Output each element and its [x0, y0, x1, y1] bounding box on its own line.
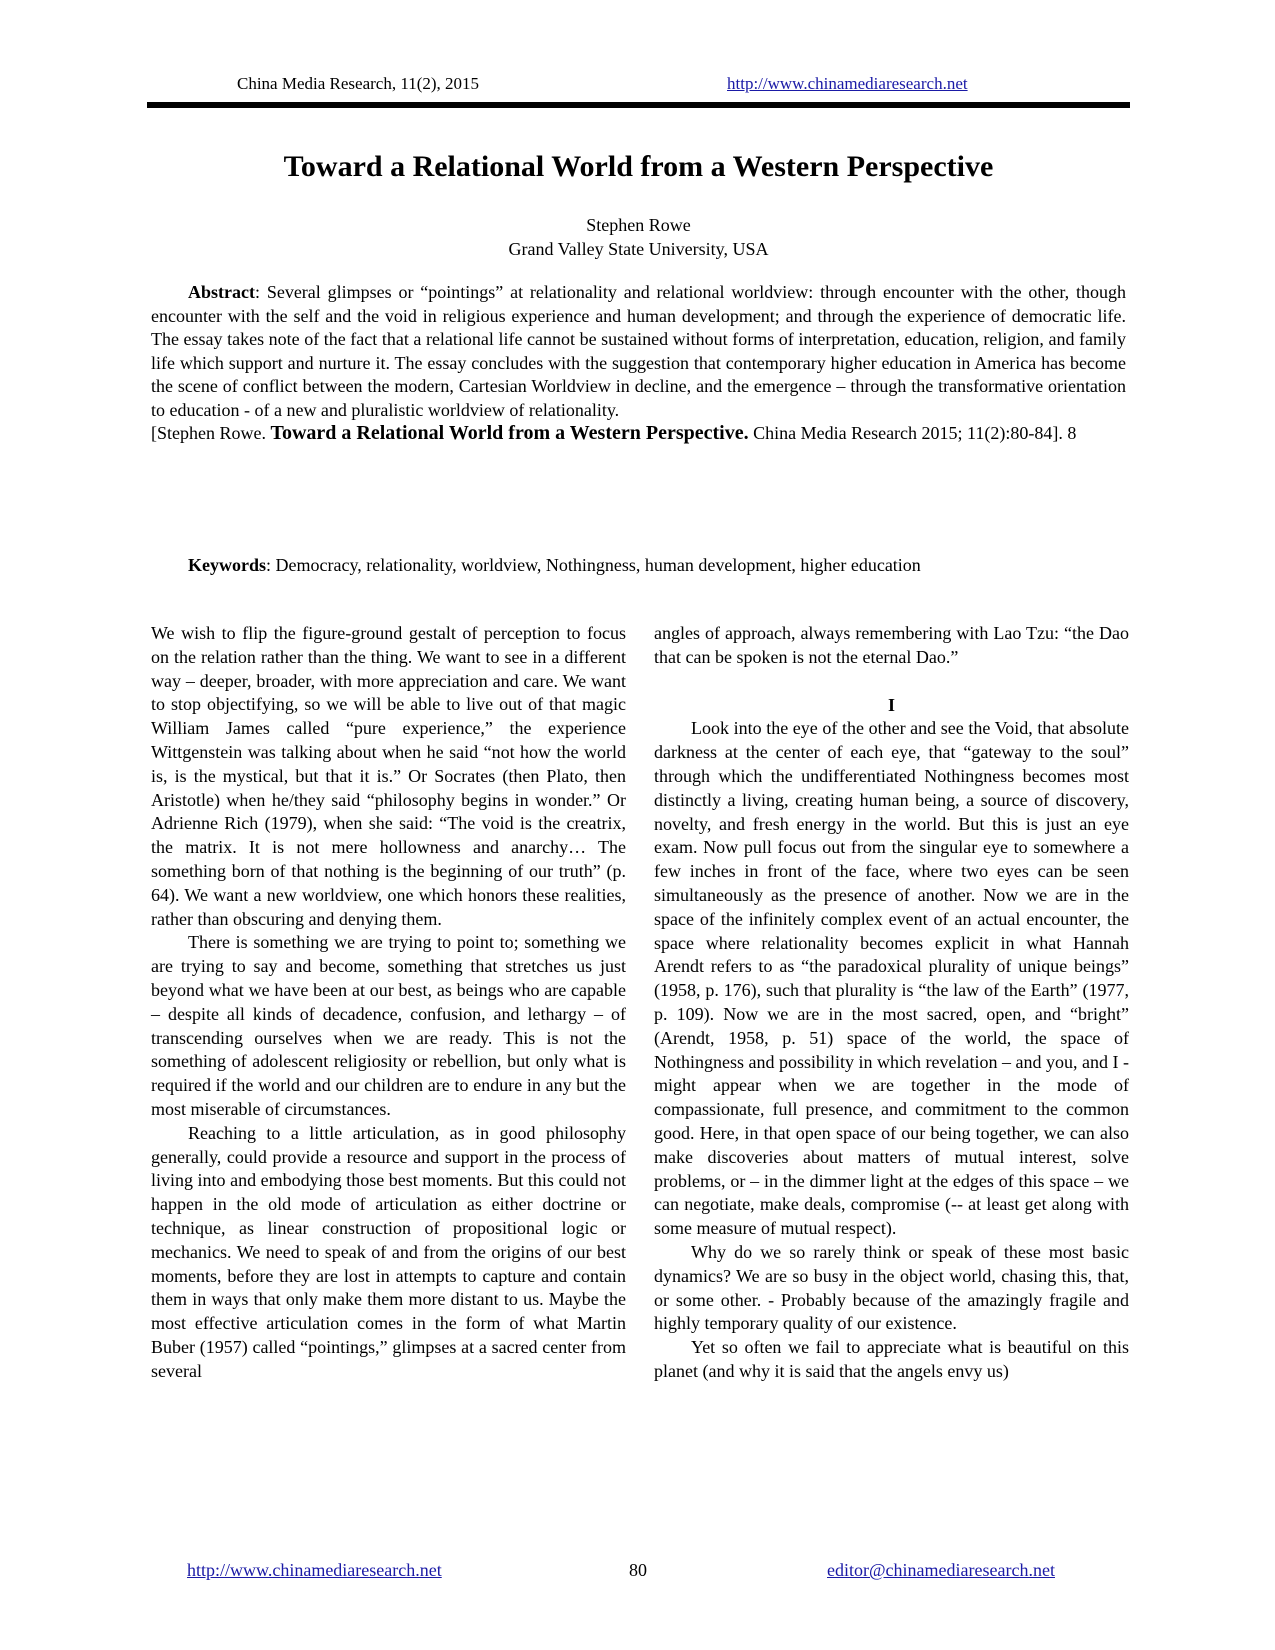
body-paragraph: Yet so often we fail to appreciate what is beautiful on this planet (and why it is said that the angels envy us): [654, 1337, 1129, 1381]
body-paragraph: We wish to flip the figure-ground gestalt of perception to focus on the relation rather than the thing. We want to see in a different way – deeper, broader, with more appreciation and care. We want to stop objectifying, so we will be able to live out of that magic William James called “pure experience,” the experience Wittgenstein was talking about when he said “not how the world is, is the mystical, but that it is.” Or Socrates (then Plato, then Aristotle) when he/they said “philosophy begins in wonder.” Or Adrienne Rich (1979), when she said: “The void is the creatrix, the matrix. It is not mere hollowness and anarchy… The something born of that nothing is the beginning of our truth” (p. 64). We want a new worldview, one which honors these realities, rather than obscuring and denying them.: [151, 623, 626, 929]
abstract-paragraph: [151, 281, 1126, 422]
right-column: [654, 622, 1129, 1384]
body-paragraph: Look into the eye of the other and see the Void, that absolute darkness at the center of each eye, that “gateway to the soul” through which the undifferentiated Nothingness becomes most distinctly a living, creating human being, a source of discovery, novelty, and fresh energy in the world. But this is just an eye exam. Now pull focus out from the singular eye to somewhere a few inches in front of the face, where two eyes can be seen simultaneously as the presence of another. Now we are in the space of the infinitely complex event of an actual encounter, the space where relationality becomes explicit in what Hannah Arendt refers to as “the paradoxical plurality of unique beings” (1958, p. 176), such that plurality is “the law of the Earth” (1977, p. 109). Now we are in the most sacred, open, and “bright” (Arendt, 1958, p. 51) space of the world, the space of Nothingness and possibility in which revelation – and you, and I - might appear when we are together in the mode of compassionate, full presence, and commitment to the common good. Here, in that open space of our being together, we can also make discoveries about matters of mutual interest, solve problems, or – in the dimmer light at the edges of this space – we can negotiate, make deals, compromise (-- at least get along with some measure of mutual respect).: [654, 718, 1129, 1239]
abstract-block: [151, 281, 1126, 446]
author-name: Stephen Rowe: [586, 215, 691, 235]
article-title: Toward a Relational World from a Western Perspective: [283, 150, 994, 183]
body-paragraph: Reaching to a little articulation, as in good philosophy generally, could provide a resource and support in the process of living into and embodying those best moments. But this could not happen in the old mode of articulation as either doctrine or technique, as linear construction of propositional logic or mechanics. We need to speak of and from the origins of our best moments, before they are lost in attempts to capture and contain them in ways that only make them more distant to us. Maybe the most effective articulation comes in the form of what Martin Buber (1957) called “pointings,” glimpses at a sacred center from several: [151, 1122, 626, 1381]
page-footer: [147, 1560, 1130, 1584]
keywords-label: Keywords: [188, 555, 266, 575]
body-paragraph: Why do we so rarely think or speak of these most basic dynamics? We are so busy in the object world, chasing this, that, or some other. - Probably because of the amazingly fragile and highly temporary quality of our existence.: [654, 1241, 1129, 1334]
left-column: [151, 622, 626, 1384]
section-heading: I: [887, 694, 895, 715]
citation-line: [151, 422, 1126, 446]
running-header: [147, 74, 1130, 96]
keywords-line: [188, 555, 1128, 576]
citation-title: Toward a Relational World from a Western Perspective.: [270, 422, 749, 444]
citation-prefix: [Stephen Rowe.: [151, 423, 271, 443]
header-url-link[interactable]: http://www.chinamediaresearch.net: [727, 74, 968, 93]
body-paragraph: angles of approach, always remembering with Lao Tzu: “the Dao that can be spoken is not the eternal Dao.”: [654, 623, 1129, 667]
page-number: 80: [629, 1560, 647, 1580]
keywords-text: : Democracy, relationality, worldview, Nothingness, human development, higher education: [266, 555, 921, 575]
footer-url-link[interactable]: http://www.chinamediaresearch.net: [187, 1560, 442, 1580]
footer-email-link[interactable]: editor@chinamediaresearch.net: [827, 1560, 1055, 1580]
abstract-label: Abstract: [188, 282, 255, 302]
journal-citation: China Media Research, 11(2), 2015: [237, 74, 480, 93]
author-affiliation: Grand Valley State University, USA: [508, 239, 769, 259]
header-rule: [147, 102, 1130, 108]
body-paragraph: There is something we are trying to point to; something we are trying to say and become, something that stretches us just beyond what we have been at our best, as beings who are capable – despite all kinds of decadence, confusion, and lethargy – of transcending ourselves when we are ready. This is not the something of adolescent religiosity or rebellion, but only what is required if the world and our children are to endure in any but the most miserable of circumstances.: [151, 932, 626, 1119]
abstract-text: : Several glimpses or “pointings” at relationality and relational worldview: through encounter with the other, though encounter with the self and the void in religious experience and human development; and through the experience of democratic life. The essay takes note of the fact that a relational life cannot be sustained without forms of interpretation, education, religion, and family life which support and nurture it. The essay concludes with the suggestion that contemporary higher education in America has become the scene of conflict between the modern, Cartesian Worldview in decline, and the emergence – through the transformative orientation to education - of a new and pluralistic worldview of relationality.: [151, 282, 1126, 420]
citation-suffix: China Media Research 2015; 11(2):80-84]. 8: [748, 423, 1077, 443]
author-block: [147, 213, 1130, 261]
